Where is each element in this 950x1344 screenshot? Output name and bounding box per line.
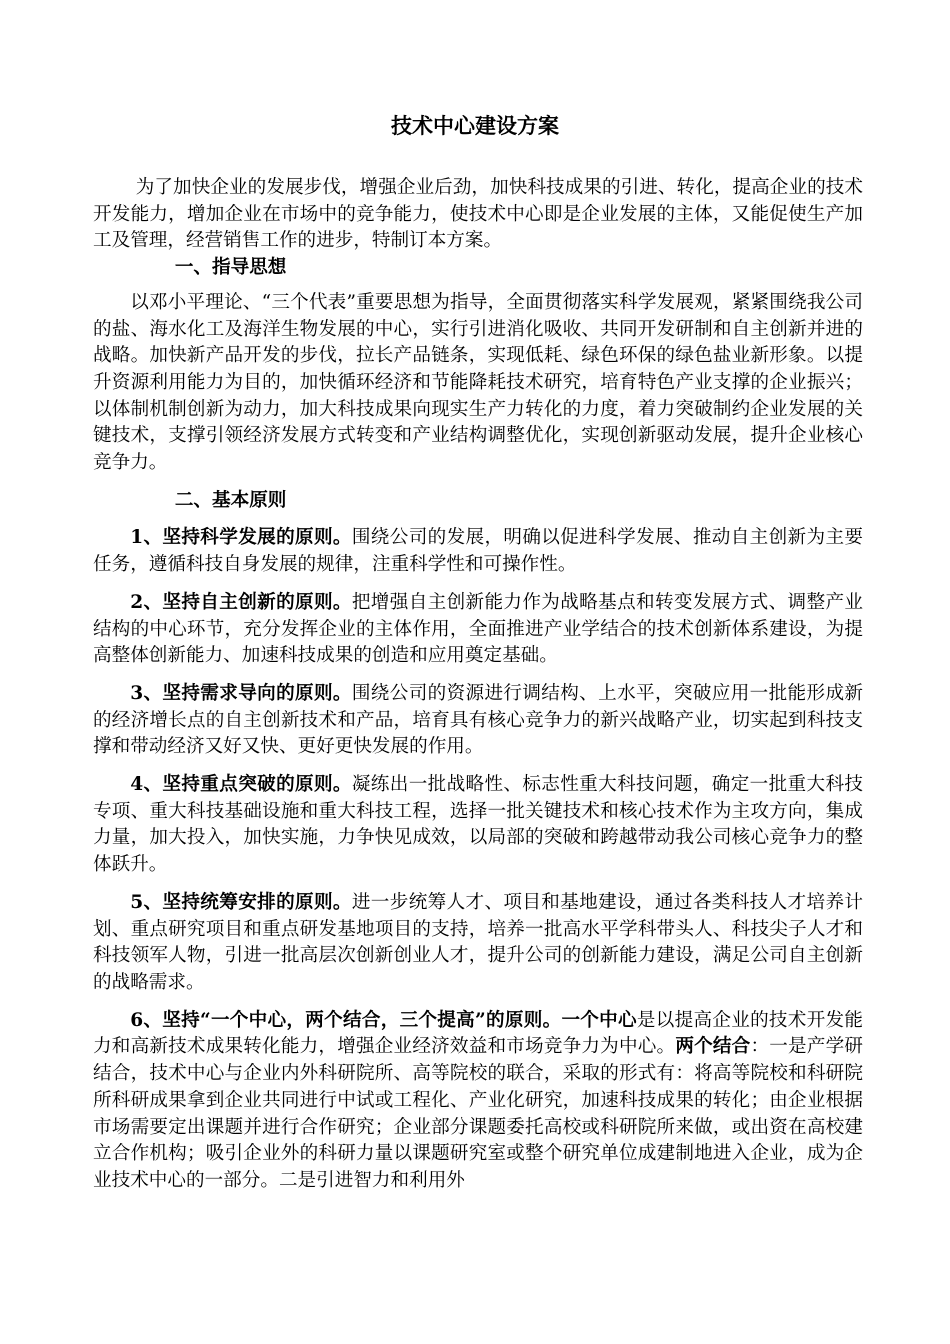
principle-paragraph-5 [93, 890, 863, 997]
section-heading-guiding-ideology: 一、指导思想 [174, 257, 287, 279]
principle-lead: 4、坚持重点突破的原则。 [130, 774, 352, 796]
guiding-ideology-paragraph: 以邓小平理论、“三个代表”重要思想为指导，全面贯彻落实科学发展观，紧紧围绕我公司的盐、海水化工及海洋生物发展的中心，实行引进消化吸收、共同开发研制和自主创新并进的战略。加快新产品开发的步伐，拉长产品链条，实现低耗、绿色环保的绿色盐业新形象。以提升资源利用能力为目的，加快循环经济和节能降耗技术研究，培育特色产业支撑的企业振兴；以体制机制创新为动力，加大科技成果向现实生产力转化的力度，着力突破制约企业发展的关键技术，支撑引领经济发展方式转变和产业结构调整优化，实现创新驱动发展，提升企业核心竞争力。 [93, 291, 863, 474]
principle-paragraph-3 [93, 681, 863, 761]
principle-text: 把增强自主创新能力作为战略基点和转变发展方式、调整产业结构的中心环节，充分发挥企业的主体作用，全面推进产业学结合的技术创新体系建设，为提高整体创新能力、加速科技成果的创造和应用奠定基础。 [93, 591, 863, 667]
two-combinations-text: ：一是产学研结合，技术中心与企业内外科研院所、高等院校的联合，采取的形式有：将高等院校和科研院所科研成果拿到企业共同进行中试或工程化、产业化研究，加速科技成果的转化；由企业根据市场需要定出课题并进行合作研究；企业部分课题委托高校或科研院所来做，或出资在高校建立合作机构；吸引企业外的科研力量以课题研究室或整个研究单位成建制地进入企业，成为企业技术中心的一部分。二是引进智力和利用外 [93, 1036, 863, 1191]
principle-lead: 6、坚持“一个中心，两个结合，三个提高”的原则。 [130, 1009, 562, 1031]
principle-text: 凝练出一批战略性、标志性重大科技问题，确定一批重大科技专项、重大科技基础设施和重大科技工程，选择一批关键技术和核心技术作为主攻方向，集成力量，加大投入，加快实施，力争快见成效，以局部的突破和跨越带动我公司核心竞争力的整体跃升。 [93, 774, 863, 876]
term-two-combinations: 两个结合 [675, 1036, 751, 1058]
principle-text: 围绕公司的资源进行调结构、上水平，突破应用一批能形成新的经济增长点的自主创新技术和产品，培育具有核心竞争力的新兴战略产业，切实起到科技支撑和带动经济又好又快、更好更快发展的作用。 [93, 682, 863, 758]
one-center-text: 是以提高企业的技术开发能力和高新技术成果转化能力，增强企业经济效益和市场竞争力为中心。 [93, 1009, 863, 1058]
principle-paragraph-6 [93, 1008, 863, 1195]
term-one-center: 一个中心 [561, 1009, 637, 1031]
document-title: 技术中心建设方案 [391, 113, 559, 138]
principle-lead: 1、坚持科学发展的原则。 [130, 527, 352, 549]
section-heading-basic-principles: 二、基本原则 [174, 489, 287, 511]
principle-paragraph-4 [93, 772, 863, 879]
principle-lead: 3、坚持需求导向的原则。 [130, 682, 352, 704]
document-body [93, 175, 863, 1195]
principle-text: 进一步统筹人才、项目和基地建设，通过各类科技人才培养计划、重点研究项目和重点研发基地项目的支持，培养一批高水平学科带头人、科技尖子人才和科技领军人物，引进一批高层次创新创业人才，提升公司的创新能力建设，满足公司自主创新的战略需求。 [93, 891, 863, 993]
principle-text: 围绕公司的发展，明确以促进科学发展、推动自主创新为主要任务，遵循科技自身发展的规律，注重科学性和可操作性。 [93, 527, 863, 576]
principle-paragraph-1 [93, 525, 863, 578]
principle-paragraph-2 [93, 590, 863, 670]
principle-lead: 5、坚持统筹安排的原则。 [130, 891, 352, 913]
principle-lead: 2、坚持自主创新的原则。 [130, 591, 352, 613]
intro-paragraph: 为了加快企业的发展步伐，增强企业后劲，加快科技成果的引进、转化，提高企业的技术开发能力，增加企业在市场中的竞争能力，使技术中心即是企业发展的主体，又能促使生产加工及管理，经营销售工作的进步，特制订本方案。 [93, 177, 863, 252]
